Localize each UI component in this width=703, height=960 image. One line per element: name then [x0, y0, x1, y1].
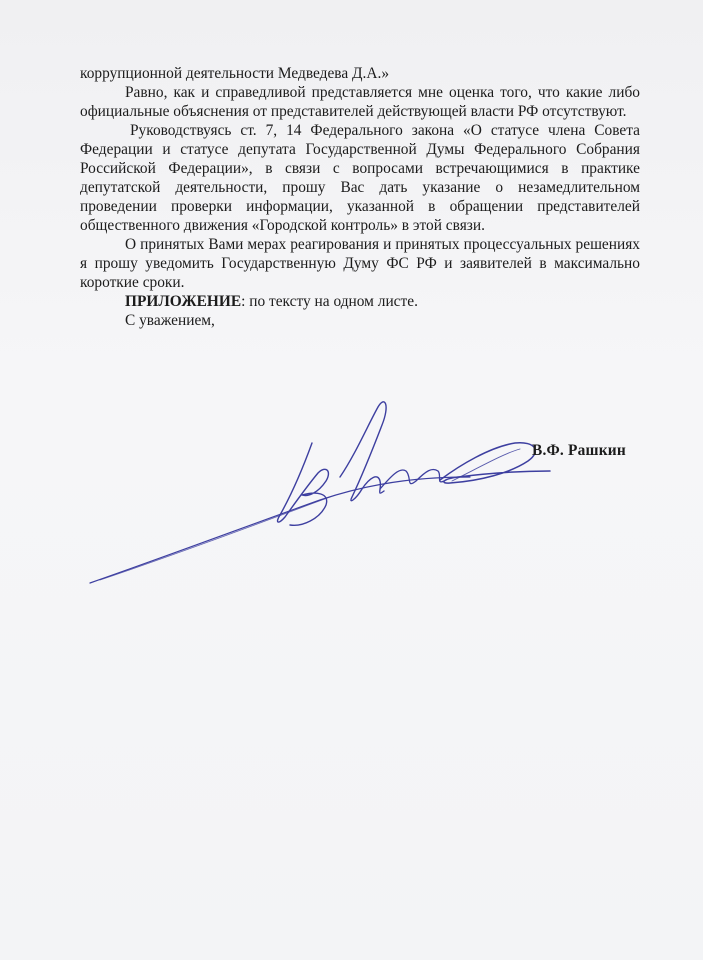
closing-text: С уважением, [125, 312, 215, 329]
paragraph-3 [80, 235, 640, 292]
signature-loop-stroke [340, 402, 386, 501]
opening-line [80, 64, 640, 83]
attachment-text: : по тексту на одном листе. [241, 293, 418, 310]
paragraph-3-text: О принятых Вами мерах реагирования и принятых процессуальных решениях я прошу уведомить Государственную Думу ФС РФ и заявителей в максимально короткие сроки. [80, 236, 640, 291]
signature-middle-stroke [380, 469, 444, 489]
paragraph-2 [80, 121, 640, 235]
signer-name: В.Ф. Рашкин [532, 442, 626, 459]
paragraph-1 [80, 83, 640, 121]
closing-line [80, 311, 640, 330]
letter-body [80, 64, 640, 330]
signature-sweep-stroke [90, 477, 470, 583]
opening-line-text: коррупционной деятельности Медведева Д.А.» [80, 65, 390, 82]
handwritten-signature [80, 385, 580, 605]
paragraph-1-text: Равно, как и справедливой представляется мне оценка того, что какие либо официальные объяснения от представителей действующей власти РФ отсутствуют. [80, 84, 640, 120]
paragraph-2-text: Руководствуясь ст. 7, 14 Федерального закона «О статусе члена Совета Федерации и статусе депутата Государственной Думы Федерального Собрания Российской Федерации», в связи с вопросами встречающимися в практике депутатской деятельности, прошу Вас дать указание о незамедлительном проведении проверки информации, указанной в обращении представителей общественного движения «Городской контроль» в этой связи. [80, 122, 640, 234]
attachment-line [80, 292, 640, 311]
attachment-label: ПРИЛОЖЕНИЕ [125, 293, 242, 310]
